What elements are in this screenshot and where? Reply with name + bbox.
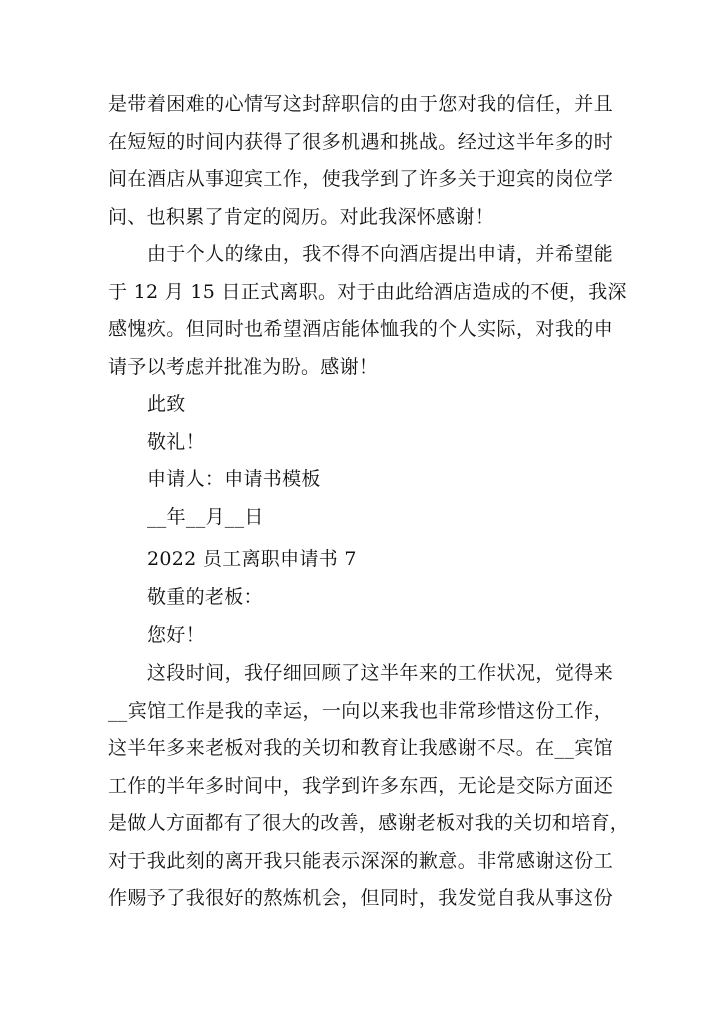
paragraph-line: 请予以考虑并批准为盼。感谢！: [108, 355, 379, 378]
paragraph-line: 这段时间，我仔细回顾了这半年来的工作状况，觉得来: [108, 662, 613, 684]
paragraph-line: 问、也积累了肯定的阅历。对此我深怀感谢！: [108, 205, 495, 228]
paragraph-line: 对于我此刻的离开我只能表示深深的歉意。非常感谢这份工: [108, 849, 613, 872]
greeting-text: 您好！: [147, 624, 205, 646]
paragraph-line: 作赐予了我很好的熬炼机会，但同时，我发觉自我从事这份: [108, 887, 613, 909]
paragraph-1: [108, 86, 613, 236]
paragraph-line: 感愧疚。但同时也希望酒店能体恤我的个人实际，对我的申: [108, 318, 613, 340]
paragraph-line: 间在酒店从事迎宾工作，使我学到了许多关于迎宾的岗位学: [108, 168, 613, 190]
paragraph-3: [108, 655, 630, 918]
paragraph-line: __宾馆工作是我的幸运，一向以来我也非常珍惜这份工作，: [108, 699, 613, 722]
date-line: __年__月__日: [147, 506, 264, 528]
greeting-recipient: 敬重的老板：: [147, 586, 263, 608]
paragraph-line: 在短短的时间内获得了很多机遇和挑战。经过这半年多的时: [108, 130, 613, 153]
paragraph-2: [108, 236, 627, 386]
paragraph-line: 这半年多来老板对我的关切和教育让我感谢不尽。在__宾馆: [108, 737, 613, 759]
section-heading: 2022 员工离职申请书 7: [147, 548, 357, 570]
paragraph-line: 工作的半年多时间中，我学到许多东西，无论是交际方面还: [108, 774, 613, 797]
paragraph-line: 于 12 月 15 日正式离职。对于由此给酒店造成的不便，我深: [108, 280, 627, 303]
paragraph-line: 是做人方面都有了很大的改善，感谢老板对我的关切和培育，: [108, 812, 630, 834]
paragraph-line: 由于个人的缘由，我不得不向酒店提出申请，并希望能: [108, 243, 613, 265]
paragraph-line: 是带着困难的心情写这封辞职信的由于您对我的信任，并且: [108, 93, 613, 115]
closing-text: 此致: [147, 393, 186, 415]
applicant-signature: 申请人：申请书模板: [147, 468, 321, 490]
salute-text: 敬礼！: [147, 431, 205, 453]
